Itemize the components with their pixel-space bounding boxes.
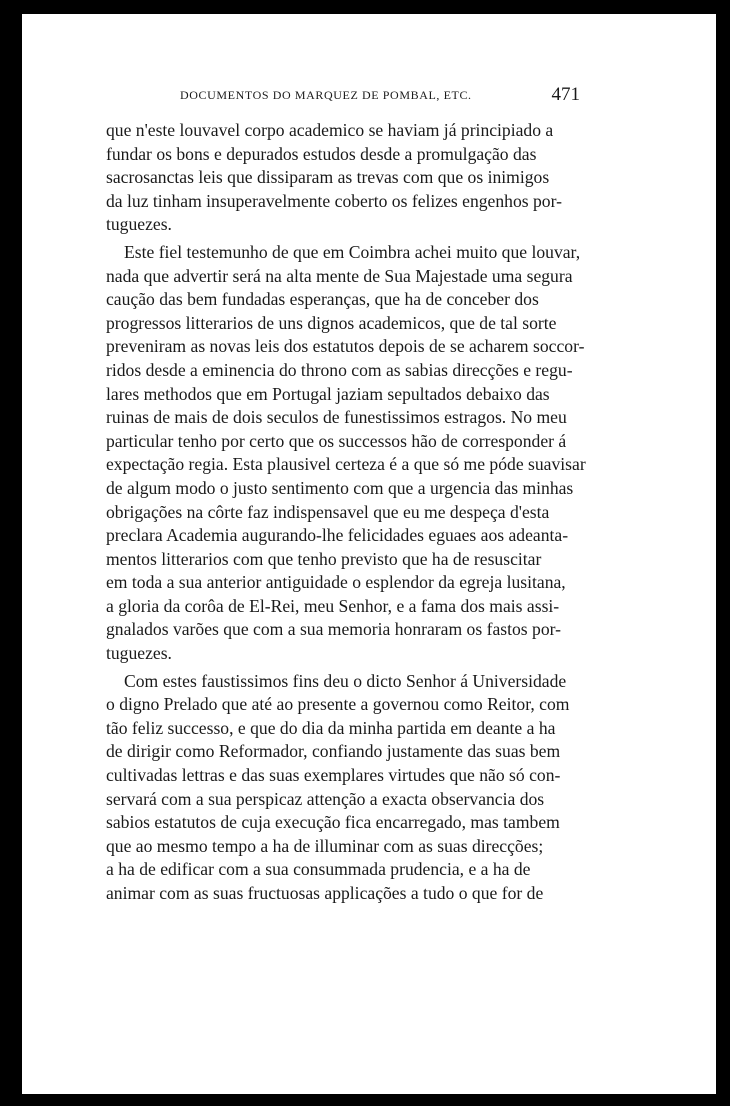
running-title: DOCUMENTOS DO MARQUEZ DE POMBAL, ETC. xyxy=(180,88,472,102)
running-head xyxy=(106,84,586,114)
scan-border-right xyxy=(716,0,730,1106)
paragraph-3: Com estes faustissimos fins deu o dicto Senhor á Universidade o digno Prelado que até ao presente a governou como Reitor, com tão feliz successo, e que do dia da minha partida em deante a ha de dirigir como Reformador, confiando justamente das suas bem cultivadas lettras e das suas exemplares virtudes que não só con- servará com a sua perspicaz attenção a exacta observancia dos sabios estatutos de cuja execução fica encarregado, mas tambem que ao mesmo tempo a ha de illuminar com as suas direcções; a ha de edificar com a sua consummada prudencia, e a ha de animar com as suas fructuosas applicações a tudo o que for de xyxy=(106,670,570,903)
scan-border-top xyxy=(0,0,730,14)
body-text xyxy=(106,119,586,906)
page-number: 471 xyxy=(551,84,580,105)
paragraph-2: Este fiel testemunho de que em Coimbra achei muito que louvar, nada que advertir será na alta mente de Sua Majestade uma segura caução das bem fundadas esperanças, que ha de conceber dos progressos litterarios de uns dignos academicos, que de tal sorte preveniram as novas leis dos estatutos depois de se acharem soccor- ridos desde a eminencia do throno com as sabias direcções e regu- lares methodos que em Portugal jaziam sepultados debaixo das ruinas de mais de dois seculos de funestissimos estragos. No meu particular tenho por certo que os successos hão de corresponder á expectação regia. Esta plausivel certeza é a que só me póde suavisar de algum modo o justo sentimento com que a urgencia das minhas obrigações na côrte faz indispensavel que eu me despeça d'esta preclara Academia augurando-lhe felicidades eguaes aos adeanta- mentos litterarios com que tenho previsto que ha de resuscitar em toda a sua anterior antiguidade o esplendor da egreja lusitana, a gloria da corôa de El-Rei, meu Senhor, e a fama dos mais assi- gnalados varões que com a sua memoria honraram os fastos por- tuguezes. xyxy=(106,241,586,664)
text-block xyxy=(106,84,586,906)
scan-border-left xyxy=(0,0,22,1106)
paragraph-1: que n'este louvavel corpo academico se haviam já principiado a fundar os bons e depurados estudos desde a promulgação das sacrosanctas leis que dissiparam as trevas com que os inimigos da luz tinham insuperavelmente coberto os felizes engenhos por- tuguezes. xyxy=(106,120,562,235)
scan-border-bottom xyxy=(0,1094,730,1106)
